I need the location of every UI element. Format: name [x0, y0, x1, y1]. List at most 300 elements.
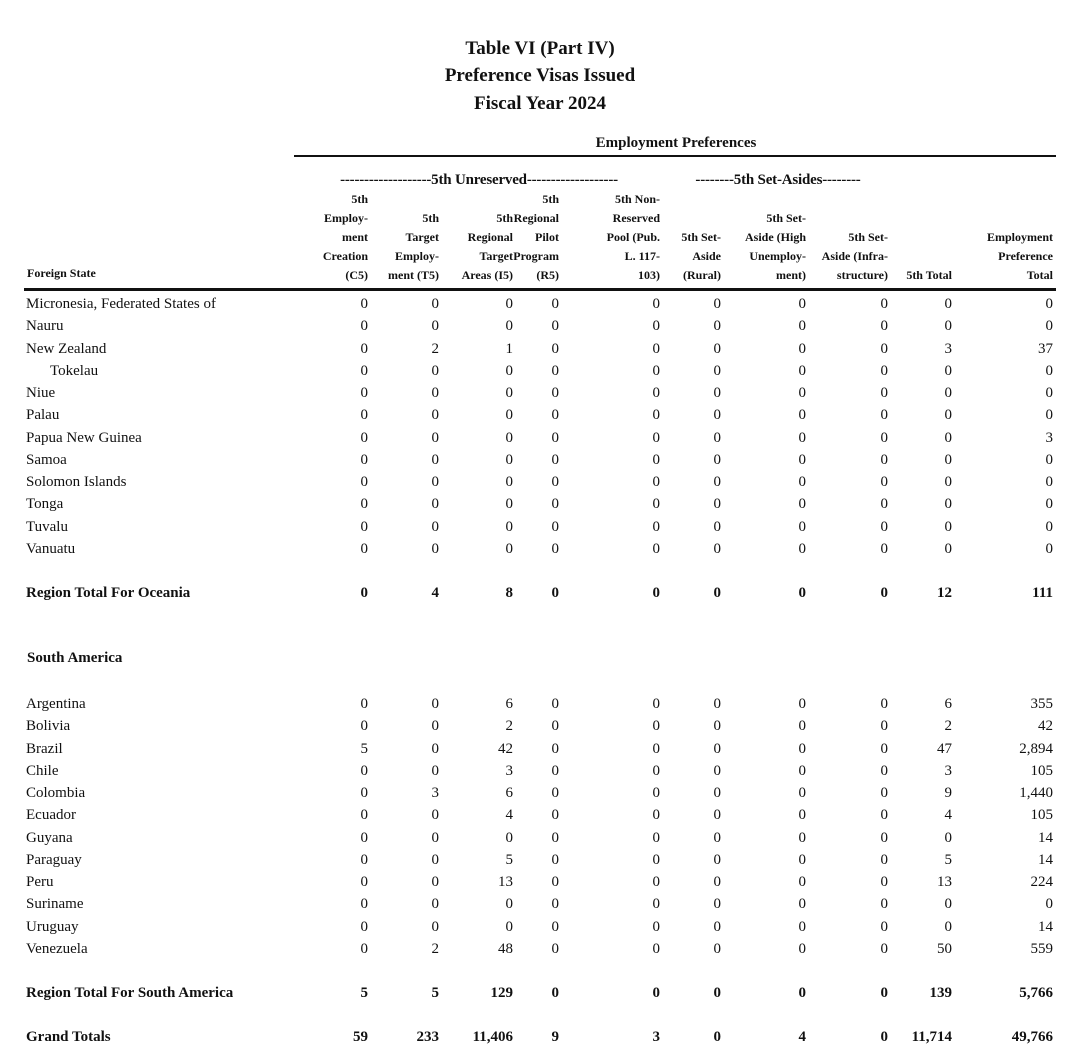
high-unemployment-value: 0 [798, 851, 806, 868]
table-row [0, 382, 1080, 404]
t5-value: 0 [431, 362, 439, 379]
column-header-line: Employ- [394, 249, 439, 263]
fifth-total-header [906, 266, 952, 285]
c5-value: 0 [360, 429, 368, 446]
foreign-state-name: Tuvalu [26, 518, 68, 535]
fifth-total-value: 0 [944, 896, 952, 913]
high-unemployment-value: 0 [798, 318, 806, 335]
infrastructure-value: 0 [880, 518, 888, 535]
high-unemployment-value: 0 [798, 807, 806, 824]
foreign-state-name: Region Total For South America [26, 985, 234, 1001]
employment-total-value: 0 [1045, 474, 1053, 490]
column-header-line: 5th [496, 211, 513, 225]
i5-value: 13 [498, 874, 513, 890]
high-unemployment-value: 0 [798, 918, 806, 935]
fifth-total-value: 0 [944, 296, 952, 312]
column-header-line: 5th Set- [848, 230, 888, 244]
employment-total-value: 42 [1038, 718, 1053, 735]
rural-value: 0 [713, 762, 721, 779]
t5-value: 0 [431, 540, 439, 557]
infrastructure-value: 0 [880, 407, 888, 424]
employment-total-value: 37 [1038, 340, 1053, 357]
table-subtitle: Preference Visas Issued [444, 65, 636, 86]
high-unemployment-value: 4 [798, 1029, 806, 1045]
foreign-state-name: Uruguay [26, 918, 79, 935]
infrastructure-value: 0 [880, 918, 888, 935]
region-total-row [0, 982, 1080, 1004]
column-header-line: Target [405, 230, 439, 244]
table-row [0, 893, 1080, 915]
i5-value: 0 [505, 429, 513, 446]
rural-value: 0 [713, 451, 721, 468]
nonreserved-value: 0 [652, 385, 660, 401]
foreign-state-name: Micronesia, Federated States of [26, 296, 216, 312]
i5-value: 0 [505, 296, 513, 312]
r5-value: 0 [551, 785, 559, 801]
nonreserved-value: 0 [652, 985, 660, 1001]
high-unemployment-header [745, 209, 806, 285]
infrastructure-value: 0 [880, 318, 888, 335]
nonreserved-value: 0 [652, 474, 660, 490]
r5-value: 0 [551, 407, 559, 424]
column-header-line: Employment [987, 230, 1053, 244]
high-unemployment-value: 0 [798, 296, 806, 312]
infrastructure-value: 0 [880, 362, 888, 379]
c5-value: 0 [360, 918, 368, 935]
c5-value: 0 [360, 540, 368, 557]
fifth-total-value: 0 [944, 362, 952, 379]
r5-value: 0 [551, 940, 559, 957]
infrastructure-value: 0 [880, 340, 888, 357]
column-header-line: Regional [513, 211, 559, 225]
column-header-line: ment [342, 230, 368, 244]
fifth-total-value: 0 [944, 918, 952, 935]
infrastructure-value: 0 [880, 985, 888, 1001]
high-unemployment-value: 0 [798, 540, 806, 557]
i5-value: 0 [505, 896, 513, 913]
nonreserved-value: 0 [652, 851, 660, 868]
fifth-total-value: 12 [937, 585, 952, 601]
fifth-total-value: 5 [944, 851, 952, 868]
rural-value: 0 [713, 896, 721, 913]
nonreserved-value: 0 [652, 807, 660, 824]
c5-value: 0 [360, 585, 368, 601]
nonreserved-value: 0 [652, 762, 660, 779]
column-header-line: Employ- [323, 211, 368, 225]
foreign-state-name: Peru [26, 874, 54, 890]
table-row [0, 782, 1080, 804]
fifth-total-value: 2 [944, 718, 952, 735]
fifth-total-value: 9 [944, 785, 952, 801]
south-america-heading: South America [27, 650, 123, 666]
foreign-state-name: Tonga [26, 496, 64, 513]
t5-value: 0 [431, 807, 439, 824]
rural-value: 0 [713, 429, 721, 446]
column-header-rule [24, 288, 1056, 291]
r5-value: 0 [551, 318, 559, 335]
fifth-total-value: 0 [944, 407, 952, 424]
employment-total-value: 3 [1045, 429, 1053, 446]
column-header-line: Regional [467, 230, 513, 244]
column-header-line: 5th [351, 192, 368, 206]
infrastructure-value: 0 [880, 785, 888, 801]
c5-value: 0 [360, 296, 368, 312]
high-unemployment-value: 0 [798, 896, 806, 913]
foreign-state-name: Palau [26, 407, 60, 424]
foreign-state-name: Bolivia [26, 718, 71, 735]
high-unemployment-value: 0 [798, 718, 806, 735]
foreign-state-name: Tokelau [50, 362, 99, 379]
employment-total-value: 105 [1030, 807, 1053, 824]
i5-value: 11,406 [472, 1029, 513, 1045]
rural-value: 0 [713, 740, 721, 757]
foreign-state-name: Region Total For Oceania [26, 585, 191, 601]
fifth-total-value: 139 [929, 985, 952, 1001]
table-row [0, 849, 1080, 871]
table-row [0, 715, 1080, 737]
c5-value: 0 [360, 829, 368, 846]
employment-total-header [987, 228, 1053, 285]
r5-value: 0 [551, 874, 559, 890]
table-row [0, 449, 1080, 471]
t5-value: 3 [431, 785, 439, 801]
employment-total-value: 0 [1045, 318, 1053, 335]
column-header-line: Target [479, 249, 513, 263]
i5-value: 129 [490, 985, 513, 1001]
nonreserved-value: 3 [652, 1029, 660, 1045]
nonreserved-value: 0 [652, 451, 660, 468]
t5-value: 0 [431, 518, 439, 535]
c5-value: 59 [353, 1029, 368, 1045]
foreign-state-name: Papua New Guinea [26, 429, 142, 446]
table-row [0, 871, 1080, 893]
infrastructure-value: 0 [880, 874, 888, 890]
high-unemployment-value: 0 [798, 585, 806, 601]
c5-value: 0 [360, 407, 368, 424]
column-header-line: 5th Set- [681, 230, 721, 244]
column-header-line: Total [1026, 268, 1053, 282]
table-row [0, 938, 1080, 960]
foreign-state-name: Nauru [26, 318, 64, 335]
foreign-state-name: Paraguay [26, 851, 82, 868]
infrastructure-value: 0 [880, 718, 888, 735]
i5-value: 5 [505, 851, 513, 868]
infrastructure-value: 0 [880, 1029, 888, 1045]
c5-value: 0 [360, 718, 368, 735]
foreign-state-name: New Zealand [26, 340, 107, 357]
fifth-total-value: 4 [944, 807, 952, 824]
fifth-total-value: 0 [944, 540, 952, 557]
nonreserved-value: 0 [652, 940, 660, 957]
i5-value: 42 [498, 740, 513, 757]
c5-value: 0 [360, 474, 368, 490]
r5-value: 0 [551, 918, 559, 935]
foreign-state-name: Niue [26, 385, 56, 401]
nonreserved-value: 0 [652, 296, 660, 312]
table-row [0, 516, 1080, 538]
nonreserved-value: 0 [652, 429, 660, 446]
employment-total-value: 14 [1038, 829, 1053, 846]
t5-value: 0 [431, 851, 439, 868]
foreign-state-name: Solomon Islands [26, 474, 127, 490]
fifth-total-value: 3 [944, 762, 952, 779]
i5-value: 0 [505, 385, 513, 401]
rural-value: 0 [713, 851, 721, 868]
t5-value: 2 [431, 340, 439, 357]
rural-header [681, 228, 721, 285]
fiscal-year: Fiscal Year 2024 [474, 93, 606, 114]
high-unemployment-value: 0 [798, 451, 806, 468]
column-header-line: structure) [836, 268, 888, 282]
table-row [0, 538, 1080, 560]
r5-value: 0 [551, 429, 559, 446]
column-header-line: Aside (Infra- [821, 249, 888, 263]
rural-value: 0 [713, 496, 721, 513]
infrastructure-value: 0 [880, 896, 888, 913]
table-row [0, 427, 1080, 449]
foreign-state-name: Brazil [26, 740, 63, 757]
nonreserved-value: 0 [652, 407, 660, 424]
r5-value: 0 [551, 829, 559, 846]
foreign-state-name: Colombia [26, 785, 86, 801]
t5-value: 0 [431, 918, 439, 935]
r5-value: 0 [551, 740, 559, 757]
foreign-state-name: Vanuatu [26, 540, 76, 557]
t5-value: 0 [431, 829, 439, 846]
fifth-total-value: 50 [937, 940, 952, 957]
infrastructure-value: 0 [880, 829, 888, 846]
rural-value: 0 [713, 318, 721, 335]
r5-value: 0 [551, 474, 559, 490]
i5-value: 6 [505, 785, 513, 801]
t5-value: 0 [431, 474, 439, 490]
employment-total-value: 5,766 [1019, 985, 1053, 1001]
rural-value: 0 [713, 1029, 721, 1045]
table-row [0, 804, 1080, 826]
i5-header [462, 209, 513, 285]
r5-value: 0 [551, 496, 559, 513]
region-total-row [0, 582, 1080, 604]
fifth-total-value: 0 [944, 451, 952, 468]
high-unemployment-value: 0 [798, 340, 806, 357]
nonreserved-value: 0 [652, 585, 660, 601]
i5-value: 0 [505, 540, 513, 557]
infrastructure-value: 0 [880, 540, 888, 557]
r5-value: 0 [551, 451, 559, 468]
rural-value: 0 [713, 474, 721, 490]
nonreserved-value: 0 [652, 896, 660, 913]
table-row [0, 693, 1080, 715]
t5-value: 0 [431, 318, 439, 335]
r5-value: 0 [551, 340, 559, 357]
r5-value: 0 [551, 896, 559, 913]
table-title: Table VI (Part IV) [465, 38, 615, 59]
high-unemployment-value: 0 [798, 696, 806, 712]
foreign-state-name: Chile [26, 762, 59, 779]
column-header-line: Program [513, 249, 559, 263]
nonreserved-value: 0 [652, 785, 660, 801]
table-row [0, 916, 1080, 938]
rural-value: 0 [713, 718, 721, 735]
c5-value: 0 [360, 940, 368, 957]
fifth-total-value: 0 [944, 474, 952, 490]
column-header-line: Creation [322, 249, 368, 263]
t5-value: 0 [431, 740, 439, 757]
c5-value: 0 [360, 496, 368, 513]
high-unemployment-value: 0 [798, 874, 806, 890]
rural-value: 0 [713, 829, 721, 846]
i5-value: 6 [505, 696, 513, 712]
table-row [0, 338, 1080, 360]
t5-value: 0 [431, 496, 439, 513]
high-unemployment-value: 0 [798, 407, 806, 424]
i5-value: 0 [505, 318, 513, 335]
column-header-line: (Rural) [683, 268, 721, 282]
rural-value: 0 [713, 940, 721, 957]
r5-value: 0 [551, 385, 559, 401]
rural-value: 0 [713, 585, 721, 601]
t5-value: 0 [431, 718, 439, 735]
r5-value: 0 [551, 985, 559, 1001]
table-row [0, 293, 1080, 315]
i5-value: 4 [505, 807, 513, 824]
t5-value: 2 [431, 940, 439, 957]
rural-value: 0 [713, 874, 721, 890]
employment-total-value: 0 [1045, 296, 1053, 312]
high-unemployment-value: 0 [798, 829, 806, 846]
r5-value: 0 [551, 362, 559, 379]
infrastructure-value: 0 [880, 740, 888, 757]
c5-value: 0 [360, 385, 368, 401]
rural-value: 0 [713, 807, 721, 824]
employment-total-value: 0 [1045, 407, 1053, 424]
employment-total-value: 0 [1045, 518, 1053, 535]
r5-value: 0 [551, 851, 559, 868]
employment-total-value: 224 [1030, 874, 1053, 890]
nonreserved-value: 0 [652, 829, 660, 846]
column-header-line: (R5) [536, 268, 559, 282]
fifth-total-value: 3 [944, 340, 952, 357]
column-header-line: Aside (High [744, 230, 806, 244]
table-row [0, 404, 1080, 426]
nonreserved-value: 0 [652, 518, 660, 535]
t5-value: 0 [431, 874, 439, 890]
column-header-line: Aside [692, 249, 721, 263]
high-unemployment-value: 0 [798, 740, 806, 757]
table-row [0, 738, 1080, 760]
nonreserved-value: 0 [652, 496, 660, 513]
employment-total-value: 1,440 [1019, 785, 1053, 801]
i5-value: 1 [505, 340, 513, 357]
column-header-line: Preference [998, 249, 1053, 263]
high-unemployment-value: 0 [798, 762, 806, 779]
table-row [0, 493, 1080, 515]
employment-total-value: 14 [1038, 851, 1053, 868]
employment-total-value: 559 [1030, 940, 1053, 957]
c5-value: 0 [360, 762, 368, 779]
i5-value: 0 [505, 518, 513, 535]
c5-value: 0 [360, 696, 368, 712]
infrastructure-value: 0 [880, 496, 888, 513]
column-header-line: L. 117- [624, 249, 660, 263]
high-unemployment-value: 0 [798, 474, 806, 490]
employment-total-value: 111 [1032, 585, 1053, 601]
nonreserved-value: 0 [652, 362, 660, 379]
high-unemployment-value: 0 [798, 785, 806, 801]
employment-total-value: 355 [1030, 696, 1053, 712]
c5-value: 0 [360, 340, 368, 357]
c5-value: 0 [360, 807, 368, 824]
high-unemployment-value: 0 [798, 496, 806, 513]
employment-preferences-header: Employment Preferences [595, 135, 757, 151]
infrastructure-value: 0 [880, 696, 888, 712]
rural-value: 0 [713, 785, 721, 801]
infrastructure-value: 0 [880, 451, 888, 468]
t5-header [388, 209, 439, 285]
nonreserved-value: 0 [652, 874, 660, 890]
fifth-total-value: 0 [944, 318, 952, 335]
table-row [0, 471, 1080, 493]
high-unemployment-value: 0 [798, 429, 806, 446]
fifth-total-value: 0 [944, 496, 952, 513]
t5-value: 0 [431, 385, 439, 401]
rural-value: 0 [713, 696, 721, 712]
c5-value: 5 [360, 985, 368, 1001]
i5-value: 8 [505, 585, 513, 601]
r5-value: 0 [551, 807, 559, 824]
r5-value: 0 [551, 696, 559, 712]
foreign-state-name: Ecuador [26, 807, 76, 824]
t5-value: 5 [431, 985, 439, 1001]
employment-total-value: 49,766 [1011, 1029, 1053, 1045]
employment-total-value: 0 [1045, 496, 1053, 513]
i5-value: 0 [505, 362, 513, 379]
r5-value: 0 [551, 540, 559, 557]
i5-value: 48 [498, 940, 513, 957]
column-header-line: 5th [422, 211, 439, 225]
header-rule [294, 155, 1056, 157]
column-header-line: Pool (Pub. [606, 230, 660, 244]
i5-value: 0 [505, 474, 513, 490]
infrastructure-value: 0 [880, 940, 888, 957]
c5-value: 0 [360, 318, 368, 335]
i5-value: 0 [505, 407, 513, 424]
infrastructure-value: 0 [880, 474, 888, 490]
rural-value: 0 [713, 518, 721, 535]
infrastructure-header [822, 228, 888, 285]
i5-value: 0 [505, 829, 513, 846]
employment-total-value: 105 [1030, 762, 1053, 779]
nonreserved-value: 0 [652, 696, 660, 712]
r5-value: 0 [551, 585, 559, 601]
fifth-total-value: 0 [944, 385, 952, 401]
column-header-line: 103) [638, 268, 660, 282]
t5-value: 0 [431, 896, 439, 913]
column-header-line: Reserved [612, 211, 660, 225]
rural-value: 0 [713, 540, 721, 557]
foreign-state-name: Venezuela [26, 940, 88, 957]
i5-value: 2 [505, 718, 513, 735]
column-header-line: Areas (I5) [461, 268, 513, 282]
foreign-state-name: Guyana [26, 829, 73, 846]
foreign-state-header: Foreign State [27, 266, 96, 280]
rural-value: 0 [713, 340, 721, 357]
column-header-line: 5th Set- [766, 211, 806, 225]
c5-header [323, 190, 368, 285]
fifth-total-value: 0 [944, 829, 952, 846]
t5-value: 0 [431, 429, 439, 446]
fifth-total-value: 13 [937, 874, 952, 890]
